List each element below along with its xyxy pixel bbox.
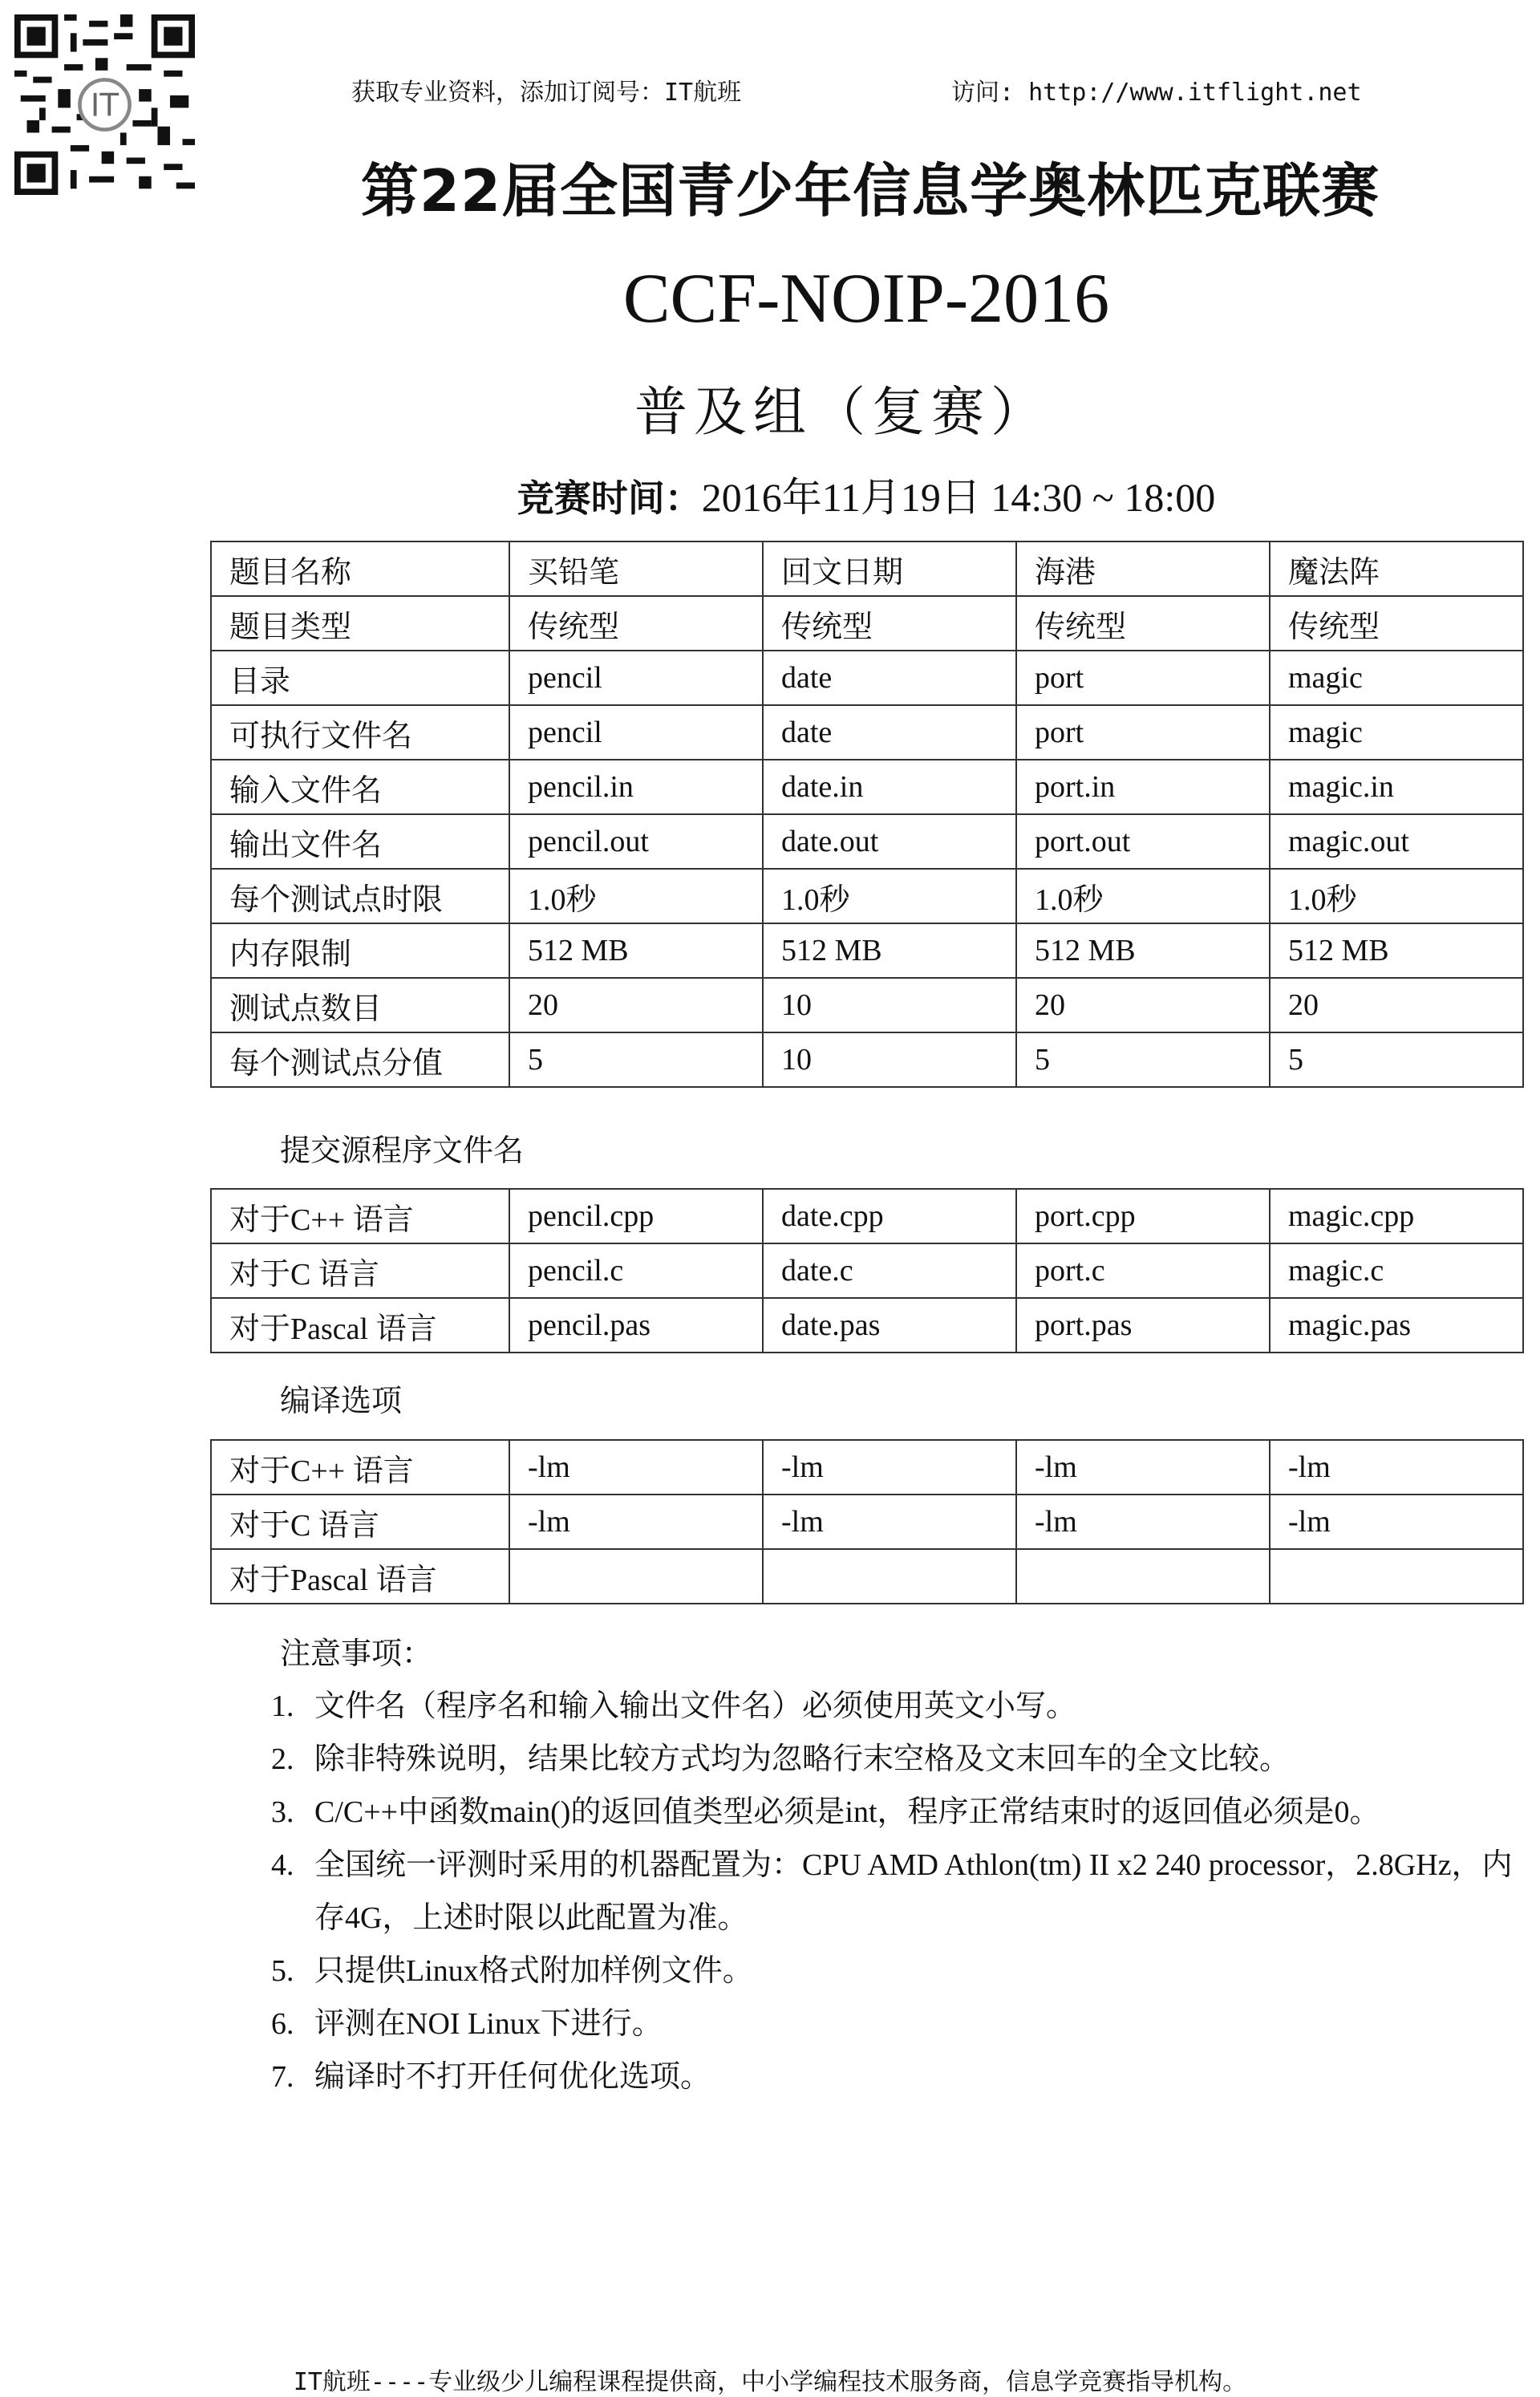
note-number: 6. — [271, 2007, 294, 2041]
row-header-cell: 对于C 语言 — [211, 1243, 509, 1298]
table-cell: 5 — [509, 1032, 763, 1087]
table-cell: 传统型 — [1270, 596, 1523, 651]
source-files-table-body — [211, 1189, 1523, 1353]
table-cell: -lm — [1016, 1440, 1270, 1495]
table-cell: magic — [1270, 651, 1523, 705]
source-files-heading: 提交源程序文件名 — [280, 1133, 525, 1168]
table-cell: port — [1016, 705, 1270, 760]
footer-text: IT航班----专业级少儿编程课程提供商，中小学编程技术服务商，信息学竞赛指导机构。 — [293, 2368, 1247, 2396]
table-cell: 10 — [763, 1032, 1016, 1087]
table-cell — [1016, 1549, 1270, 1604]
header-line — [0, 72, 1540, 112]
website-link[interactable]: 访问: http://www.itflight.net — [951, 79, 1362, 107]
note-number: 1. — [271, 1689, 294, 1723]
notes-list — [265, 1680, 1524, 2103]
table-cell: date — [763, 705, 1016, 760]
table-cell: 买铅笔 — [509, 541, 763, 596]
row-header-cell: 输出文件名 — [211, 814, 509, 869]
table-row — [211, 1298, 1523, 1353]
table-cell: 512 MB — [763, 923, 1016, 978]
notes-heading: 注意事项： — [280, 1636, 433, 1671]
compile-options-table-body — [211, 1440, 1523, 1604]
table-cell: 20 — [1016, 978, 1270, 1032]
note-number: 2. — [271, 1742, 294, 1776]
row-header-cell: 内存限制 — [211, 923, 509, 978]
row-header-cell: 对于Pascal 语言 — [211, 1298, 509, 1353]
row-header-cell: 每个测试点时限 — [211, 869, 509, 923]
table-row — [211, 1440, 1523, 1495]
table-cell: 5 — [1016, 1032, 1270, 1087]
note-item — [265, 2050, 1524, 2103]
contest-code: CCF-NOIP-2016 — [622, 260, 1110, 338]
table-cell: 5 — [1270, 1032, 1523, 1087]
compile-options-table — [210, 1439, 1524, 1604]
note-text: 除非特殊说明，结果比较方式均为忽略行末空格及文末回车的全文比较。 — [314, 1742, 1291, 1776]
table-cell: magic.pas — [1270, 1298, 1523, 1353]
row-header-cell: 对于C++ 语言 — [211, 1440, 509, 1495]
row-header-cell: 对于C++ 语言 — [211, 1189, 509, 1243]
table-cell: -lm — [509, 1495, 763, 1549]
table-cell: date.out — [763, 814, 1016, 869]
source-files-table — [210, 1188, 1524, 1353]
table-cell: 1.0秒 — [1270, 869, 1523, 923]
table-cell: 10 — [763, 978, 1016, 1032]
table-cell: -lm — [509, 1440, 763, 1495]
note-text: 评测在NOI Linux下进行。 — [314, 2007, 663, 2041]
table-cell: 20 — [509, 978, 763, 1032]
table-cell: port.in — [1016, 760, 1270, 814]
table-cell: 1.0秒 — [763, 869, 1016, 923]
table-row — [211, 1189, 1523, 1243]
table-cell: pencil.c — [509, 1243, 763, 1298]
table-cell: magic.c — [1270, 1243, 1523, 1298]
table-cell: 回文日期 — [763, 541, 1016, 596]
table-cell: port.cpp — [1016, 1189, 1270, 1243]
row-header-cell: 对于C 语言 — [211, 1495, 509, 1549]
row-header-cell: 题目类型 — [211, 596, 509, 651]
group-title: 普及组（复赛） — [634, 381, 1050, 443]
table-cell: date.in — [763, 760, 1016, 814]
table-cell: port.out — [1016, 814, 1270, 869]
table-cell: port.c — [1016, 1243, 1270, 1298]
row-header-cell: 每个测试点分值 — [211, 1032, 509, 1087]
table-cell: 512 MB — [509, 923, 763, 978]
row-header-cell: 目录 — [211, 651, 509, 705]
table-cell: -lm — [763, 1495, 1016, 1549]
table-cell: 20 — [1270, 978, 1523, 1032]
note-text: 编译时不打开任何优化选项。 — [314, 2060, 711, 2094]
note-number: 5. — [271, 1954, 294, 1988]
table-row — [211, 1495, 1523, 1549]
contest-time-label: 竞赛时间： — [517, 477, 702, 520]
table-cell: 1.0秒 — [509, 869, 763, 923]
row-header-cell: 可执行文件名 — [211, 705, 509, 760]
table-row — [211, 1549, 1523, 1604]
table-row — [211, 1243, 1523, 1298]
note-item — [265, 1839, 1524, 1945]
table-row — [211, 541, 1523, 596]
note-item — [265, 1733, 1524, 1786]
table-cell — [763, 1549, 1016, 1604]
contest-time — [0, 465, 1540, 523]
svg-text:IT: IT — [90, 87, 120, 124]
note-text: 全国统一评测时采用的机器配置为：CPU AMD Athlon(tm) II x2 240 processor，2.8GHz，内存4G，上述时限以此配置为准。 — [314, 1848, 1513, 1935]
row-header-cell: 测试点数目 — [211, 978, 509, 1032]
table-cell: date.cpp — [763, 1189, 1016, 1243]
table-row — [211, 923, 1523, 978]
note-item — [265, 1680, 1524, 1733]
table-cell: pencil.out — [509, 814, 763, 869]
contest-title: 第22届全国青少年信息学奥林匹克联赛 — [360, 157, 1380, 225]
table-cell: magic.cpp — [1270, 1189, 1523, 1243]
table-cell: 传统型 — [1016, 596, 1270, 651]
table-cell: magic — [1270, 705, 1523, 760]
table-cell — [509, 1549, 763, 1604]
table-cell: magic.out — [1270, 814, 1523, 869]
table-row — [211, 760, 1523, 814]
table-row — [211, 705, 1523, 760]
table-cell: -lm — [1270, 1495, 1523, 1549]
table-cell: 魔法阵 — [1270, 541, 1523, 596]
table-cell: -lm — [1016, 1495, 1270, 1549]
table-cell: magic.in — [1270, 760, 1523, 814]
table-cell: port — [1016, 651, 1270, 705]
note-item — [265, 1945, 1524, 1998]
table-row — [211, 596, 1523, 651]
table-cell: 512 MB — [1270, 923, 1523, 978]
table-cell: pencil.pas — [509, 1298, 763, 1353]
problems-table-body — [211, 541, 1523, 1087]
compile-options-heading: 编译选项 — [280, 1383, 403, 1418]
table-cell: pencil.cpp — [509, 1189, 763, 1243]
row-header-cell: 输入文件名 — [211, 760, 509, 814]
table-cell: 512 MB — [1016, 923, 1270, 978]
subscription-promo: 获取专业资料，添加订阅号：IT航班 — [351, 79, 742, 107]
note-item — [265, 1786, 1524, 1839]
table-row — [211, 1032, 1523, 1087]
note-number: 7. — [271, 2060, 294, 2094]
table-cell: -lm — [763, 1440, 1016, 1495]
table-row — [211, 814, 1523, 869]
table-row — [211, 978, 1523, 1032]
contest-time-value: 2016年11月19日 14:30 ~ 18:00 — [701, 475, 1216, 520]
table-cell: date.c — [763, 1243, 1016, 1298]
table-cell: pencil.in — [509, 760, 763, 814]
table-row — [211, 869, 1523, 923]
row-header-cell: 对于Pascal 语言 — [211, 1549, 509, 1604]
table-cell: port.pas — [1016, 1298, 1270, 1353]
table-cell: 传统型 — [763, 596, 1016, 651]
table-cell: date — [763, 651, 1016, 705]
table-cell: -lm — [1270, 1440, 1523, 1495]
problems-table — [210, 541, 1524, 1088]
note-number: 4. — [271, 1848, 294, 1882]
table-cell: pencil — [509, 651, 763, 705]
table-row — [211, 651, 1523, 705]
note-text: C/C++中函数main()的返回值类型必须是int，程序正常结束时的返回值必须是0。 — [314, 1795, 1380, 1829]
table-cell: 1.0秒 — [1016, 869, 1270, 923]
table-cell: date.pas — [763, 1298, 1016, 1353]
table-cell: 海港 — [1016, 541, 1270, 596]
note-number: 3. — [271, 1795, 294, 1829]
table-cell — [1270, 1549, 1523, 1604]
table-cell: 传统型 — [509, 596, 763, 651]
note-item — [265, 1998, 1524, 2050]
table-cell: pencil — [509, 705, 763, 760]
note-text: 文件名（程序名和输入输出文件名）必须使用英文小写。 — [314, 1689, 1077, 1723]
row-header-cell: 题目名称 — [211, 541, 509, 596]
note-text: 只提供Linux格式附加样例文件。 — [314, 1954, 753, 1988]
